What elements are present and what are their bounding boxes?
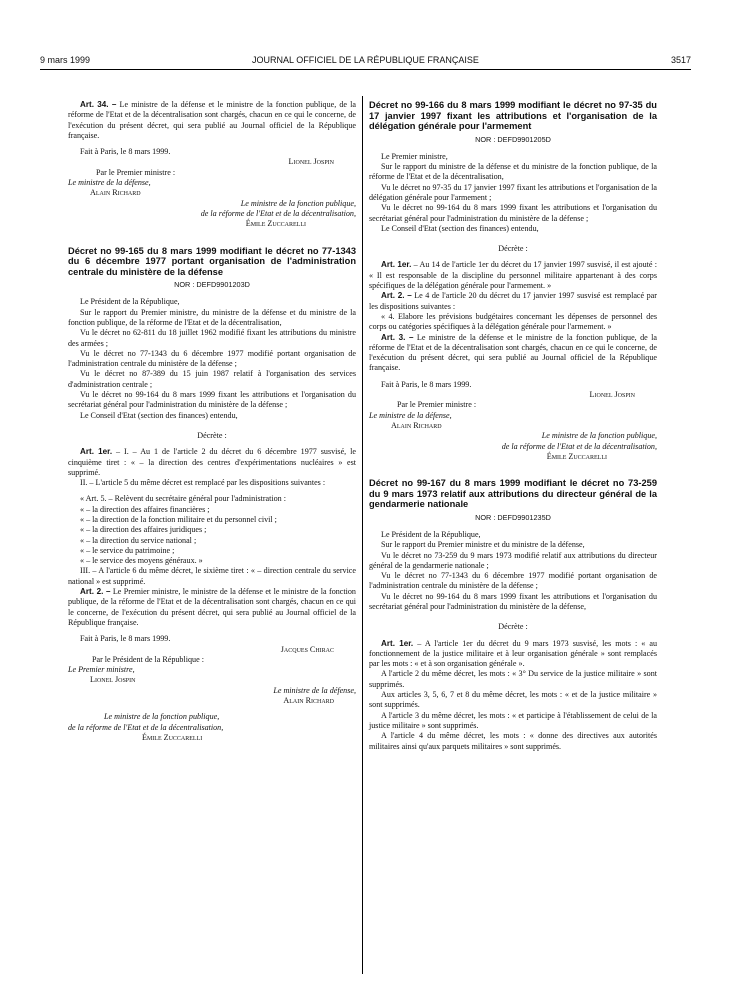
article-text: Le Premier ministre, le ministre de la défense et le ministre de la fonction publique, de la réforme de l'Etat et de la décentralisation sont chargés, chacun en ce qui le concerne, de l'exécution du présent décret, qui sera publié au Journal officiel de la République française. <box>68 587 356 627</box>
article-1 <box>68 447 356 478</box>
minister-title: de la réforme de l'Etat et de la décentralisation, <box>68 722 224 732</box>
header-page-number: 3517 <box>670 55 691 65</box>
signature: Lionel Jospin <box>288 157 334 167</box>
paragraph: Vu le décret no 73-259 du 9 mars 1973 modifié relatif aux attributions du directeur général de la gendarmerie nationale ; <box>369 550 657 570</box>
par-le: Par le Premier ministre : <box>96 167 176 177</box>
paragraph: III. – A l'article 6 du même décret, le sixième tiret : « – direction centrale du service national » est supprimé. <box>68 566 356 586</box>
article-label: Art. 2. – <box>381 291 412 301</box>
minister-name: Alain Richard <box>90 188 141 198</box>
minister-name: Lionel Jospin <box>90 675 136 685</box>
paragraph: Le Président de la République, <box>381 529 481 539</box>
minister-title: Le ministre de la défense, <box>273 685 356 695</box>
minister-title: de la réforme de l'Etat et de la décentralisation, <box>200 208 356 218</box>
article-text: – I. – Au 1 de l'article 2 du décret du 6 décembre 1977 susvisé, le cinquième tiret : « – la direction des centres d'expérimentations nucléaires » est supprimé. <box>68 447 356 477</box>
page-header <box>40 55 691 69</box>
paragraph: « 4. Elabore les prévisions budgétaires concernant les dépenses de personnel des corps ou catégories spécifiques à la délégation générale pour l'armement. » <box>369 311 657 332</box>
article-label: Art. 2. – <box>80 587 111 597</box>
article-34 <box>68 100 356 141</box>
article-text: – A l'article 1er du décret du 9 mars 1973 susvisé, les mots : « au fonctionnement de la justice militaire et à leur organisation générale » sont remplacés par les mots : « et à son organisation générale ». <box>369 638 657 669</box>
list-item: « – la direction du service national ; <box>80 535 197 545</box>
par-le: Par le Président de la République : <box>92 654 204 664</box>
paragraph: A l'article 3 du même décret, les mots : « et participe à l'établissement de celui de la justice militaire » sont supprimés. <box>369 710 657 730</box>
article-2 <box>68 587 356 628</box>
nor-reference: NOR : DEFD9901205D <box>475 134 551 144</box>
fait-a-paris: Fait à Paris, le 8 mars 1999. <box>80 634 171 644</box>
minister-name: Émile Zuccarelli <box>245 219 306 229</box>
minister-name: Émile Zuccarelli <box>142 732 203 742</box>
paragraph: Vu le décret no 62-811 du 18 juillet 1962 modifié fixant les attributions du ministre des armées ; <box>68 328 356 348</box>
list-item: « – la direction de la fonction militaire et du personnel civil ; <box>80 515 277 524</box>
minister-name: Émile Zuccarelli <box>546 451 607 461</box>
list-item: « – le service des moyens généraux. » <box>80 556 203 566</box>
decree-heading: Décret no 99-167 du 8 mars 1999 modifiant le décret no 73-259 du 9 mars 1973 relatif aux attributions du directeur général de la gendarmerie nationale <box>369 478 657 510</box>
paragraph: Le Premier ministre, <box>381 151 448 161</box>
decrete: Décrète : <box>498 244 528 254</box>
paragraph: Sur le rapport du Premier ministre, du ministre de la défense et du ministre de la fonction publique, de la réforme de l'Etat et de la décentralisation, <box>68 307 356 327</box>
decree-heading: Décret no 99-165 du 8 mars 1999 modifiant le décret no 77-1343 du 6 décembre 1977 portant organisation de l'administration centrale du ministère de la défense <box>68 245 356 277</box>
paragraph: Le Président de la République, <box>80 297 180 307</box>
article-label: Art. 1er. <box>381 260 412 270</box>
paragraph: Sur le rapport du ministre de la défense et du ministre de la fonction publique, de la réforme de l'Etat et de la décentralisation, <box>369 162 657 182</box>
right-column <box>369 100 657 752</box>
article-text: Le ministre de la défense et le ministre de la fonction publique, de la réforme de l'Etat et de la décentralisation sont chargés, chacun en ce qui le concerne, de l'exécution du présent décret, qui sera publié au Journal officiel de la République française. <box>369 332 657 373</box>
minister-title: Le ministre de la fonction publique, <box>104 712 220 722</box>
par-le: Par le Premier ministre : <box>397 400 477 410</box>
paragraph: Sur le rapport du Premier ministre et du ministre de la défense, <box>381 540 585 550</box>
paragraph: Vu le décret no 99-164 du 8 mars 1999 fixant les attributions et l'organisation du secrétariat général pour l'administration du ministère de la défense ; <box>68 390 356 410</box>
article-label: Art. 1er. <box>80 447 113 457</box>
paragraph: Le Conseil d'Etat (section des finances) entendu, <box>80 410 238 420</box>
minister-title: Le ministre de la fonction publique, <box>240 198 356 208</box>
left-column <box>68 100 356 743</box>
article-label: Art. 34. – <box>80 100 117 109</box>
minister-title: de la réforme de l'Etat et de la décentralisation, <box>501 441 657 451</box>
article-1 <box>369 639 657 670</box>
signature: Lionel Jospin <box>589 390 635 400</box>
paragraph: « Art. 5. – Relèvent du secrétaire général pour l'administration : <box>80 494 286 504</box>
header-rule <box>40 69 691 70</box>
signature: Jacques Chirac <box>280 644 334 654</box>
paragraph: II. – L'article 5 du même décret est remplacé par les dispositions suivantes : <box>80 478 326 488</box>
article-label: Art. 3. – <box>381 332 414 342</box>
article-text: Le 4 de l'article 20 du décret du 17 janvier 1997 susvisé est remplacé par les dispositions suivantes : <box>369 291 657 311</box>
nor-reference: NOR : DEFD9901235D <box>475 512 551 522</box>
minister-name: Alain Richard <box>283 696 334 706</box>
article-label: Art. 1er. <box>381 638 414 648</box>
minister-name: Alain Richard <box>391 420 442 430</box>
header-date: 9 mars 1999 <box>40 55 91 65</box>
minister-title: Le ministre de la fonction publique, <box>541 431 657 441</box>
article-text: Le ministre de la défense et le ministre de la fonction publique, de la réforme de l'Etat et de la décentralisation sont chargés, chacun en ce qui le concerne, de l'exécution du présent décret, qui sera publié au Journal officiel de la République française. <box>68 100 356 140</box>
column-divider <box>362 96 363 974</box>
list-item: « – le service du patrimoine ; <box>80 545 175 555</box>
paragraph: Aux articles 3, 5, 6, 7 et 8 du même décret, les mots : « et de la justice militaire » sont supprimés. <box>369 690 657 710</box>
minister-title: Le ministre de la défense, <box>369 410 452 420</box>
article-text: – Au 14 de l'article 1er du décret du 17 janvier 1997 susvisé, il est ajouté : « Il est responsable de la discipline du personnel militaire appartenant à des corps spécifiques de la délégation générale pour l'armement. » <box>369 260 657 291</box>
paragraph: A l'article 4 du même décret, les mots : « donne des directives aux autorités militaires ainsi qu'aux parquets militaires » sont supprimés. <box>369 731 657 751</box>
decrete: Décrète : <box>498 622 528 632</box>
list-item: « – la direction des affaires juridiques ; <box>80 525 207 535</box>
paragraph: Vu le décret no 77-1343 du 6 décembre 1977 modifié portant organisation de l'administration centrale du ministère de la défense ; <box>68 348 356 369</box>
decree-heading: Décret no 99-166 du 8 mars 1999 modifiant le décret no 97-35 du 17 janvier 1997 fixant les attributions et l'organisation de la délégation générale pour l'armement <box>369 100 657 131</box>
paragraph: Vu le décret no 99-164 du 8 mars 1999 fixant les attributions et l'organisation du secrétariat général pour l'administration du ministère de la défense, <box>369 591 657 611</box>
article-2 <box>369 291 657 312</box>
minister-title: Le ministre de la défense, <box>68 178 151 188</box>
minister-title: Le Premier ministre, <box>68 665 135 675</box>
paragraph: Vu le décret no 99-164 du 8 mars 1999 fixant les attributions et l'organisation du secrétariat général pour l'administration du ministère de la défense ; <box>369 203 657 223</box>
decrete: Décrète : <box>197 430 227 440</box>
article-3 <box>369 333 657 374</box>
paragraph: Vu le décret no 87-389 du 15 juin 1987 relatif à l'organisation des services d'administration centrale ; <box>68 369 356 389</box>
fait-a-paris: Fait à Paris, le 8 mars 1999. <box>381 379 472 389</box>
nor-reference: NOR : DEFD9901203D <box>174 280 250 290</box>
paragraph: Vu le décret no 77-1343 du 6 décembre 1977 modifié portant organisation de l'administration centrale du ministère de la défense ; <box>369 571 657 591</box>
header-title: JOURNAL OFFICIEL DE LA RÉPUBLIQUE FRANÇAISE <box>252 55 479 65</box>
paragraph: A l'article 2 du même décret, les mots : « 3° Du service de la justice militaire » sont supprimés. <box>369 669 657 689</box>
paragraph: Le Conseil d'Etat (section des finances) entendu, <box>381 223 539 233</box>
article-1 <box>369 260 657 291</box>
paragraph: Vu le décret no 97-35 du 17 janvier 1997 fixant les attributions et l'organisation de la délégation générale pour l'armement ; <box>369 182 657 202</box>
list-item: « – la direction des affaires financières ; <box>80 504 210 514</box>
fait-a-paris: Fait à Paris, le 8 mars 1999. <box>80 147 171 157</box>
